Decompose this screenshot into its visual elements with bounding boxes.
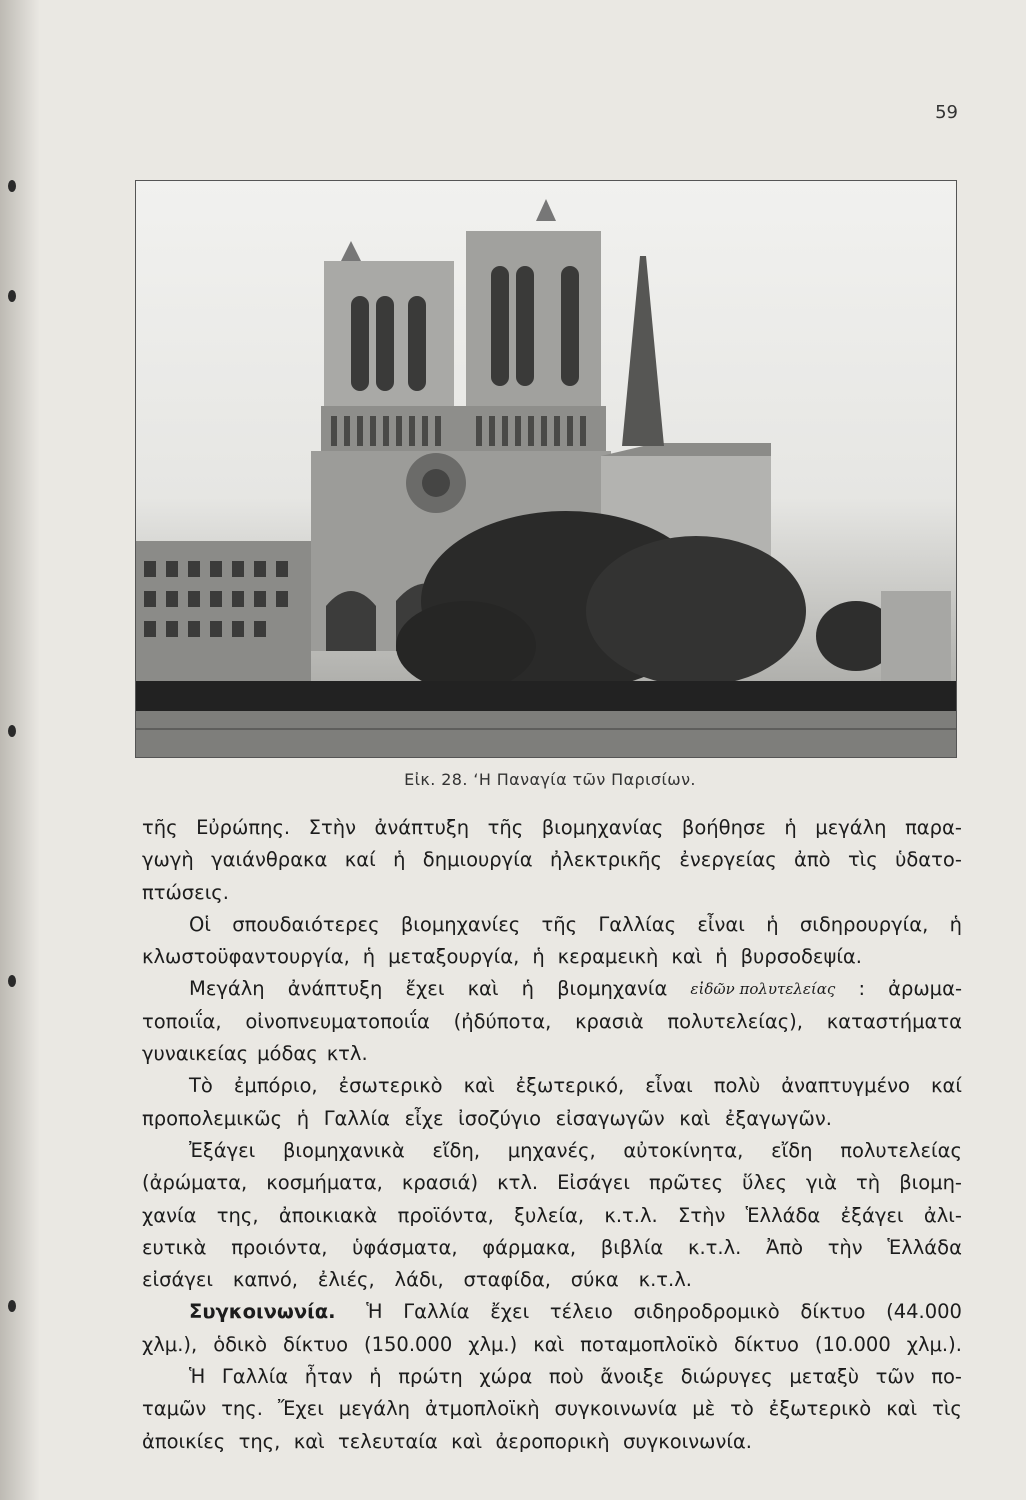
text-line: Τὸ ἐμπόριο, ἐσωτερικὸ καὶ ἐξωτερικό, εἶναι πολὺ ἀναπτυγμένο καί — [189, 1074, 962, 1098]
text-line: Οἱ σπουδαιότερες βιομηχανίες τῆς Γαλλίας εἶναι ἡ σιδηρουργία, ἡ — [189, 912, 962, 936]
text-line: εἰσάγει καπνό, ἐλιές, λάδι, σταφίδα, σύκα κ.τ.λ. — [142, 1268, 692, 1292]
text-line: πτώσεις. — [142, 880, 229, 904]
page-binding-shadow — [0, 0, 40, 1500]
text-line: κλωστοϋφαντουργία, ἡ μεταξουργία, ἡ κεραμεικὴ καὶ ἡ βυρσοδεψία. — [142, 945, 862, 969]
emphasized-term: εἰδῶν πολυτελείας — [690, 980, 836, 999]
binding-hole — [8, 290, 16, 302]
text-line: (ἀρώματα, κοσμήματα, κρασιά) κτλ. Εἰσάγει πρῶτες ὕλες γιὰ τὴ βιομη- — [142, 1171, 962, 1195]
text-line: Μεγάλη ἀνάπτυξη ἔχει καὶ ἡ βιομηχανία εἰδῶν πολυτελείας : ἀρωμα- — [142, 973, 962, 1005]
text-line: χλμ.), ὁδικὸ δίκτυο (150.000 χλμ.) καὶ ποταμοπλοϊκὸ δίκτυο (10.000 χλμ.). — [142, 1332, 962, 1356]
figure-caption: Εἰκ. 28. ‘Η Παναγία τῶν Παρισίων. — [404, 770, 696, 789]
binding-hole — [8, 975, 16, 987]
binding-hole — [8, 180, 16, 192]
text-line: Ἡ Γαλλία ἦταν ἡ πρώτη χώρα ποὺ ἄνοιξε διώρυγες μεταξὺ τῶν πο- — [189, 1365, 962, 1389]
text-line: γυναικείας μόδας κτλ. — [142, 1042, 368, 1066]
text-line: τοποιΐα, οἰνοπνευματοποιΐα (ἠδύποτα, κρασιὰ πολυτελείας), καταστήματα — [142, 1009, 962, 1033]
text-line: τῆς Εὐρώπης. Στὴν ἀνάπτυξη τῆς βιομηχανίας βοήθησε ἡ μεγάλη παρα- — [142, 816, 962, 839]
text-line: Ἐξάγει βιομηχανικὰ εἴδη, μηχανές, αὐτοκίνητα, εἴδη πολυτελείας — [189, 1138, 962, 1162]
text-line: χανία της, ἀποικιακὰ προϊόντα, ξυλεία, κ.τ.λ. Στὴν Ἑλλάδα ἐξάγει ἀλι- — [142, 1203, 962, 1227]
cathedral-photo-icon — [136, 181, 956, 757]
text-line: προπολεμικῶς ἡ Γαλλία εἶχε ἰσοζύγιο εἰσαγωγῶν καὶ ἐξαγωγῶν. — [142, 1106, 832, 1130]
text-line: γωγὴ γαιάνθρακα καί ἡ δημιουργία ἠλεκτρικῆς ἐνεργείας ἀπὸ τὶς ὑδατο- — [142, 848, 962, 872]
cathedral-photo — [135, 180, 957, 758]
body-text — [142, 812, 962, 1458]
text-line: ἀποικίες της, καὶ τελευταία καὶ ἀεροπορικὴ συγκοινωνία. — [142, 1429, 752, 1453]
page-number: 59 — [935, 102, 958, 123]
text-line: Συγκοινωνία. Ἡ Γαλλία ἔχει τέλειο σιδηροδρομικὸ δίκτυο (44.000 — [142, 1296, 962, 1328]
section-heading: Συγκοινωνία. — [189, 1300, 336, 1324]
binding-hole — [8, 1300, 16, 1312]
text-line: ευτικὰ προιόντα, ὑφάσματα, φάρμακα, βιβλία κ.τ.λ. Ἀπὸ τὴν Ἑλλάδα — [142, 1235, 962, 1259]
binding-hole — [8, 725, 16, 737]
text-line: ταμῶν της. Ἔχει μεγάλη ἀτμοπλοϊκὴ συγκοινωνία μὲ τὸ ἐξωτερικὸ καὶ τὶς — [142, 1397, 962, 1421]
